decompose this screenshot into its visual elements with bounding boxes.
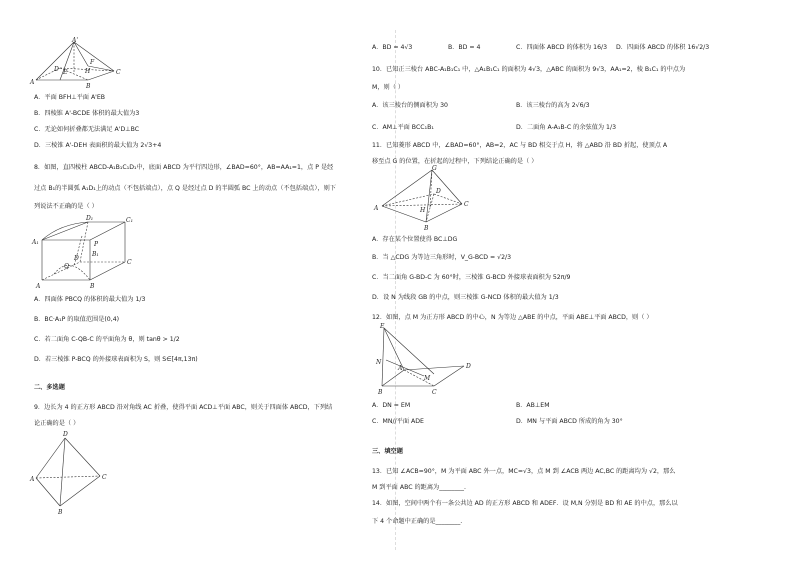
- q7-option-b: B．四棱锥 A'-BCDE 体积的最大值为3: [34, 110, 140, 117]
- label-A: A: [374, 205, 379, 212]
- label-B: B: [58, 509, 63, 516]
- label-A1: A': [72, 37, 78, 44]
- label-A1: A₁: [32, 239, 39, 246]
- q9-stem-line1: 9．边长为 4 的正方形 ABCD 沿对角线 AC 折叠，使得平面 ACD⊥平面 ABC，则关于四面体 ABCD，下列结: [34, 404, 333, 411]
- label-C: C: [127, 259, 132, 266]
- q11-stem-line2: 移至点 G 的位置，在折起的过程中，下列结论正确的是（ ）: [372, 158, 538, 165]
- q8-option-a: A．四面体 PBCQ 的体积的最大值为 1/3: [34, 296, 146, 303]
- q12-option-c: C．MN//平面 ADE: [372, 418, 424, 425]
- figure-pyramid-folding: [30, 38, 130, 90]
- label-B: B: [424, 225, 429, 232]
- label-F: F: [90, 59, 95, 66]
- q11-option-c: C．当二面角 G-BD-C 为 60°时，三棱锥 G-BCD 外接球表面积为 52π/9: [372, 274, 571, 281]
- q12-option-d: D．MN 与平面 ABCD 所成的角为 30°: [516, 418, 623, 425]
- label-C: C: [102, 474, 107, 481]
- q8-stem-line1: 8．如图，直四棱柱 ABCD-A₁B₁C₁D₁中，底面 ABCD 为平行四边形，∠BAD=60°，AB=AA₁=1，点 P 是经: [34, 164, 334, 171]
- q8-stem-line3: 列说法不正确的是（ ）: [34, 203, 98, 210]
- q11-stem-line1: 11．已知菱形 ABCD 中，∠BAD=60°，AB=2，AC 与 BD 相交于点 H，将 △ABD 沿 BD 折起，使顶点 A: [372, 142, 668, 149]
- q12-stem: 12．如图，点 M 为正方形 ABCD 的中心，N 为等边 △ABE 的中点，平面 ABE⊥平面 ABCD，则（ ）: [372, 314, 653, 321]
- q10-stem-line1: 10．已知正三棱台 ABC-A₁B₁C₁ 中，△A₁B₁C₁ 的面积为 4√3，△ABC 的面积为 9√3，AA₁=2，棱 B₁C₁ 的中点为: [372, 66, 686, 73]
- q14-stem-line1: 14．如图，空间中两个有一条公共边 AD 的正方形 ABCD 和 ADEF．设 M,N 分别是 BD 和 AE 的中点，那么以: [372, 500, 678, 507]
- label-M: M: [424, 375, 431, 382]
- q12-option-a: A．DN = EM: [372, 402, 411, 409]
- figure-rhombus-fold: [374, 166, 484, 232]
- figure-prism: [30, 212, 140, 292]
- q7-option-d: D．三棱锥 A'-DEH 表面积的最大值为 2√3+4: [34, 142, 162, 149]
- label-B1: B₁: [92, 251, 99, 258]
- label-H: H: [420, 207, 426, 214]
- figure-tetrahedron: [30, 428, 120, 518]
- label-C: C: [432, 389, 437, 396]
- label-B: B: [86, 83, 91, 90]
- label-A: A: [30, 79, 35, 86]
- q9-option-d: D．四面体 ABCD 的体积 16√2/3: [616, 44, 710, 51]
- q11-option-d: D．设 N 为线段 GB 的中点，则三棱锥 G-NCD 体积的最大值为 1/3: [372, 294, 559, 301]
- label-D: D: [466, 363, 471, 370]
- label-D: D: [74, 255, 79, 262]
- label-D: D: [54, 66, 59, 73]
- label-D1: D₁: [86, 215, 94, 222]
- q10-option-b: B．该三棱台的高为 2√6/3: [516, 102, 590, 109]
- q9-option-b: B．BD = 4: [448, 44, 481, 51]
- label-C1: C₁: [126, 217, 133, 224]
- section-fill-in: 三、填空题: [372, 448, 403, 455]
- section-multiple-choice: 二、多选题: [34, 384, 65, 391]
- q8-option-c: C．若二面角 C-QB-C 的平面角为 θ，则 tanθ > 1/2: [34, 336, 180, 343]
- label-N: N: [376, 359, 382, 366]
- q11-option-b: B．当 △CDG 为等边三角形时，V_G-BCD = √2/3: [372, 254, 512, 261]
- label-D: D: [63, 431, 68, 438]
- q9-option-a: A．BD = 4√3: [372, 44, 413, 51]
- label-A: A: [30, 476, 35, 483]
- label-D: D: [436, 188, 441, 195]
- label-E: E: [63, 69, 68, 76]
- figure-square-triangle: [374, 324, 474, 396]
- label-Q: Q: [64, 263, 69, 270]
- q10-stem-line2: M，则（ ）: [372, 84, 405, 91]
- q12-option-b: B．AB⊥EM: [516, 402, 550, 409]
- label-B: B: [90, 283, 95, 290]
- label-A: A: [36, 283, 41, 290]
- label-P: P: [94, 241, 99, 248]
- q10-option-a: A．该三棱台的侧面积为 30: [372, 102, 448, 109]
- label-C: C: [116, 69, 121, 76]
- label-G: G: [432, 165, 437, 172]
- q8-stem-line2: 过点 B₁的半圆弧 A₁D₁上的动点（不包括端点），点 Q 是经过点 D 的半圆弧 BC 上的动点（不包括端点），则下: [34, 185, 336, 192]
- label-B: B: [378, 389, 383, 396]
- q7-option-c: C．无论如何折叠都无法满足 A'D⊥BC: [34, 126, 140, 133]
- q9-option-c: C．四面体 ABCD 的体积为 16/3: [516, 44, 608, 51]
- label-E: E: [380, 323, 385, 330]
- q13-stem-line2: M 到平面 ABC 的距离为________.: [372, 484, 466, 491]
- q11-option-a: A．存在某个位置使得 BC⊥DG: [372, 236, 458, 243]
- q9-stem-line2: 论正确的是（ ）: [34, 420, 80, 427]
- q8-option-b: B．BC·A₁P 的取值范围是(0,4): [34, 316, 120, 323]
- q10-option-d: D．二面角 A-A₁B-C 的余弦值为 1/3: [516, 124, 617, 131]
- q13-stem-line1: 13．已知 ∠ACB=90°，M 为平面 ABC 外一点，MC=√3，点 M 到 ∠ACB 两边 AC,BC 的距离均为 √2，那么: [372, 468, 676, 475]
- label-C: C: [464, 201, 469, 208]
- label-A: A: [398, 365, 403, 372]
- q8-option-d: D．若三棱锥 P-BCQ 的外接球表面积为 S，则 S∈[4π,13π): [34, 356, 198, 363]
- q7-option-a: A．平面 BFH⊥平面 A'EB: [34, 94, 106, 101]
- label-H: H: [85, 68, 91, 75]
- q10-option-c: C．AM⊥平面 BCC₁B₁: [372, 124, 434, 131]
- q14-stem-line2: 下 4 个命题中正确的是________.: [372, 518, 463, 525]
